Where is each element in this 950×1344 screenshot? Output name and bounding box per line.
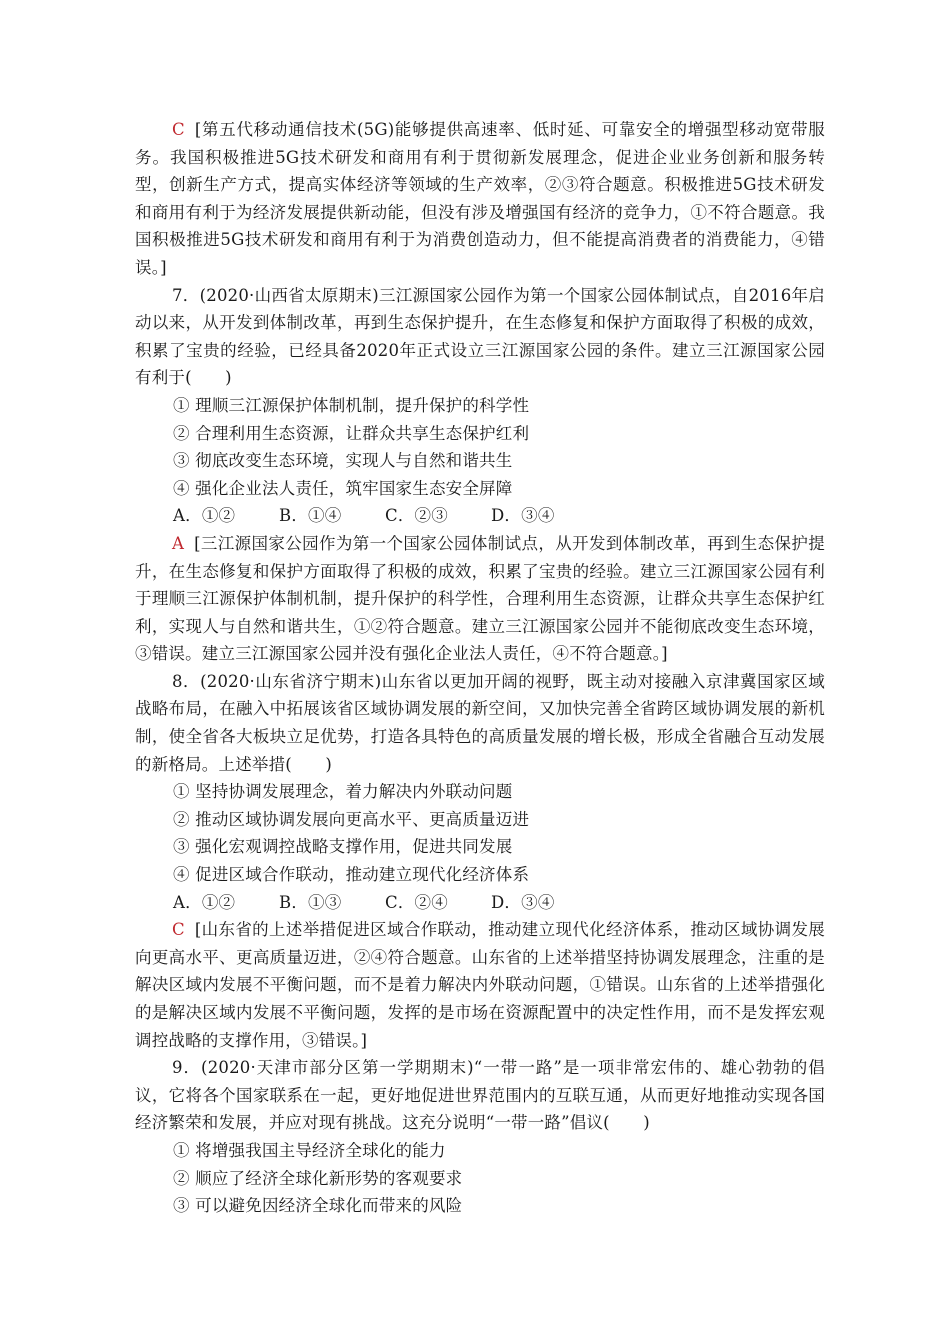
statement-option: ① 理顺三江源保护体制机制，提升保护的科学性: [173, 395, 530, 415]
choice-row: [135, 889, 825, 917]
statement-option: ④ 强化企业法人责任，筑牢国家生态安全屏障: [173, 478, 513, 498]
statement-option: ② 推动区域协调发展向更高水平、更高质量迈进: [173, 809, 530, 829]
choice-row: [135, 502, 825, 530]
question-stem: 8．(2020·山东省济宁期末)山东省以更加开阔的视野，既主动对接融入京津冀国家区域战略布局，在融入中拓展该省区域协调发展的新空间，又加快完善全省跨区域协调发展的新机制，使全省各大板块立足优势，打造各具特色的高质量发展的增长极，形成全省融合互动发展的新格局。上述举措( ): [135, 671, 825, 774]
statement-option: ② 顺应了经济全球化新形势的客观要求: [173, 1168, 463, 1188]
choice-item: B．①③: [279, 892, 342, 912]
question-stem: 7．(2020·山西省太原期末)三江源国家公园作为第一个国家公园体制试点，自2016年启动以来，从开发到体制改革，再到生态保护提升，在生态修复和保护方面取得了积极的成效，积累了宝贵的经验，已经具备2020年正式设立三江源国家公园的条件。建立三江源国家公园有利于( ): [135, 285, 825, 388]
answer-explanation: [135, 530, 825, 668]
question-stem: 9．(2020·天津市部分区第一学期期末)“一带一路”是一项非常宏伟的、雄心勃勃的倡议，它将各个国家联系在一起，更好地促进世界范围内的互联互通，从而更好地推动实现各国经济繁荣和发展，并应对现有挑战。这充分说明“一带一路”倡议( ): [135, 1058, 825, 1133]
answer-explanation: [135, 116, 825, 282]
choice-item: A．①②: [173, 892, 236, 912]
choice-item: D．③④: [491, 506, 555, 526]
statement-option: ① 坚持协调发展理念，着力解决内外联动问题: [173, 782, 513, 802]
statement-option: ③ 强化宏观调控战略支撑作用，促进共同发展: [173, 837, 513, 857]
choice-item: C．②③: [385, 506, 448, 526]
choice-item: D．③④: [491, 892, 555, 912]
choice-item: C．②④: [385, 892, 448, 912]
answer-letter: C: [172, 920, 185, 940]
answer-explanation: [135, 916, 825, 1054]
answer-letter: A: [172, 533, 185, 553]
statement-option: ③ 可以避免因经济全球化而带来的风险: [173, 1196, 463, 1216]
statement-option: ③ 彻底改变生态环境，实现人与自然和谐共生: [173, 451, 513, 471]
statement-option: ② 合理利用生态资源，让群众共享生态保护红利: [173, 423, 530, 443]
answer-letter: C: [172, 120, 185, 139]
answer-text: [第五代移动通信技术(5G)能够提供高速率、低时延、可靠安全的增强型移动宽带服务。我国积极推进5G技术研发和商用有利于贯彻新发展理念，促进企业业务创新和服务转型，创新生产方式，提高实体经济等领域的生产效率，②③符合题意。积极推进5G技术研发和商用有利于为经济发展提供新动能，但没有涉及增强国有经济的竞争力，①不符合题意。我国积极推进5G技术研发和商用有利于为消费创造动力，但不能提高消费者的消费能力，④错误。]: [135, 120, 825, 277]
statement-option: ① 将增强我国主导经济全球化的能力: [173, 1140, 446, 1160]
choice-item: A．①②: [173, 506, 236, 526]
choice-item: B．①④: [279, 506, 342, 526]
page-content: [135, 116, 825, 1220]
answer-text: [三江源国家公园作为第一个国家公园体制试点，从开发到体制改革，再到生态保护提升，在生态修复和保护方面取得了积极的成效，积累了宝贵的经验。建立三江源国家公园有利于理顺三江源保护体制机制，提升保护的科学性，合理利用生态资源，让群众共享生态保护红利，实现人与自然和谐共生，①②符合题意。建立三江源国家公园并不能彻底改变生态环境，③错误。建立三江源国家公园并没有强化企业法人责任，④不符合题意。]: [135, 533, 825, 664]
answer-text: [山东省的上述举措促进区域合作联动，推动建立现代化经济体系，推动区域协调发展向更高水平、更高质量迈进，②④符合题意。山东省的上述举措坚持协调发展理念，注重的是解决区域内发展不平衡问题，而不是着力解决内外联动问题，①错误。山东省的上述举措强化的是解决区域内发展不平衡问题，发挥的是市场在资源配置中的决定性作用，而不是发挥宏观调控战略的支撑作用，③错误。]: [135, 920, 825, 1050]
statement-option: ④ 促进区域合作联动，推动建立现代化经济体系: [173, 865, 530, 885]
